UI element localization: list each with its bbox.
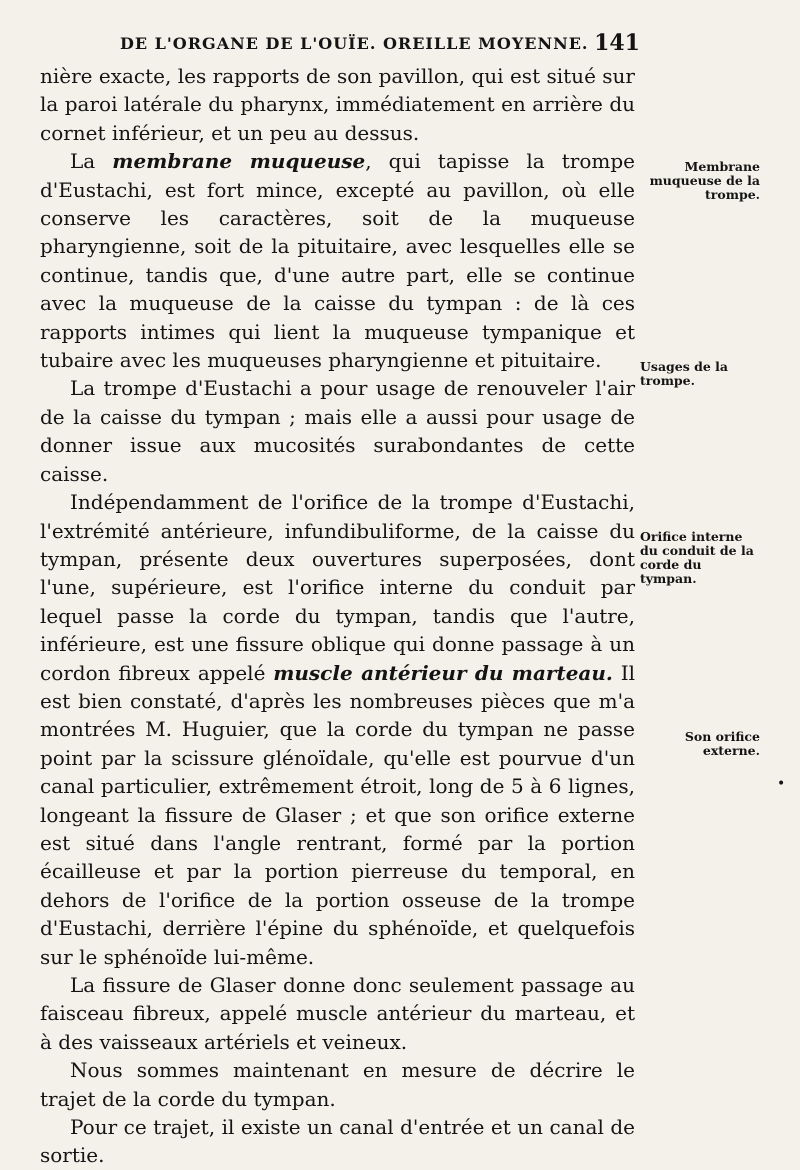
margin-note-orifice-externe: Son orifice externe.: [684, 729, 760, 758]
text-run: La trompe d'Eustachi a pour usage de renouveler l'air de la caisse du tympan ; mais elle a aussi pour usage de donner issue aux mucosités surabondantes de cette caisse.: [40, 376, 635, 486]
paragraph: [40, 1056, 635, 1113]
margin-note-orifice-interne: Orifice interne du conduit de la corde du tympan.: [640, 529, 754, 586]
text-run: La: [70, 149, 113, 174]
paragraph: [40, 147, 635, 374]
text-run: Il est bien constaté, d'après les nombreuses pièces que m'a montrées M. Huguier, que la corde du tympan ne passe point par la scissure glénoïdale, qu'elle est pourvue d'un canal particulier, extrêmement étroit, long de 5 à 6 lignes, longeant la fissure de Glaser ; et que son orifice externe est situé dans l'angle rentrant, formé par la portion écailleuse et par la portion pierreuse du temporal, en dehors de l'orifice de la portion osseuse de la trompe d'Eustachi, derrière l'épine du sphénoïde, et quelquefois sur le sphénoïde lui-même.: [40, 660, 635, 969]
paragraph: [40, 971, 635, 1056]
text-run: Indépendamment de l'orifice de la trompe d'Eustachi, l'extrémité antérieure, infundibuliforme, de la caisse du tympan, présente deux ouvertures superposées, dont l'une, supérieure, est l'orifice interne du conduit par lequel passe la corde du tympan, tandis que l'autre, inférieure, est une fissure oblique qui donne passage à un cordon fibreux appelé: [40, 490, 635, 685]
text-run: Pour ce trajet, il existe un canal d'entrée et un canal de sortie.: [40, 1115, 635, 1168]
paragraph: [40, 62, 635, 147]
text-run: nière exacte, les rapports de son pavillon, qui est situé sur la paroi latérale du pharynx, immédiatement en arrière du cornet inférieur, et un peu au dessus.: [40, 64, 635, 145]
paragraph: [40, 374, 635, 488]
page-number: 141: [594, 30, 640, 56]
margin-note-usages: Usages de la trompe.: [640, 359, 729, 388]
print-mark: •: [777, 776, 786, 792]
running-head-title: DE L'ORGANE DE L'OUÏE. OREILLE MOYENNE.: [120, 34, 589, 53]
margin-note-membrane: Membrane muqueuse de la trompe.: [649, 159, 760, 202]
text-run: La fissure de Glaser donne donc seulement passage au faisceau fibreux, appelé muscle antérieur du marteau, et à des vaisseaux artériels et veineux.: [40, 973, 635, 1054]
paragraph: [40, 488, 635, 971]
italic-term: muscle antérieur du marteau.: [273, 660, 613, 685]
body-text: [40, 62, 635, 1170]
text-run: , qui tapisse la trompe d'Eustachi, est fort mince, excepté au pavillon, où elle conserve les caractères, soit de la muqueuse pharyngienne, soit de la pituitaire, avec lesquelles elle se continue, tandis que, d'une autre part, elle se continue avec la muqueuse de la caisse du tympan : de là ces rapports intimes qui lient la muqueuse tympanique et tubaire avec les muqueuses pharyngienne et pituitaire.: [40, 149, 636, 373]
paragraph: [40, 1113, 635, 1170]
text-run: Nous sommes maintenant en mesure de décrire le trajet de la corde du tympan.: [40, 1058, 635, 1111]
italic-term: membrane muqueuse: [112, 149, 366, 174]
